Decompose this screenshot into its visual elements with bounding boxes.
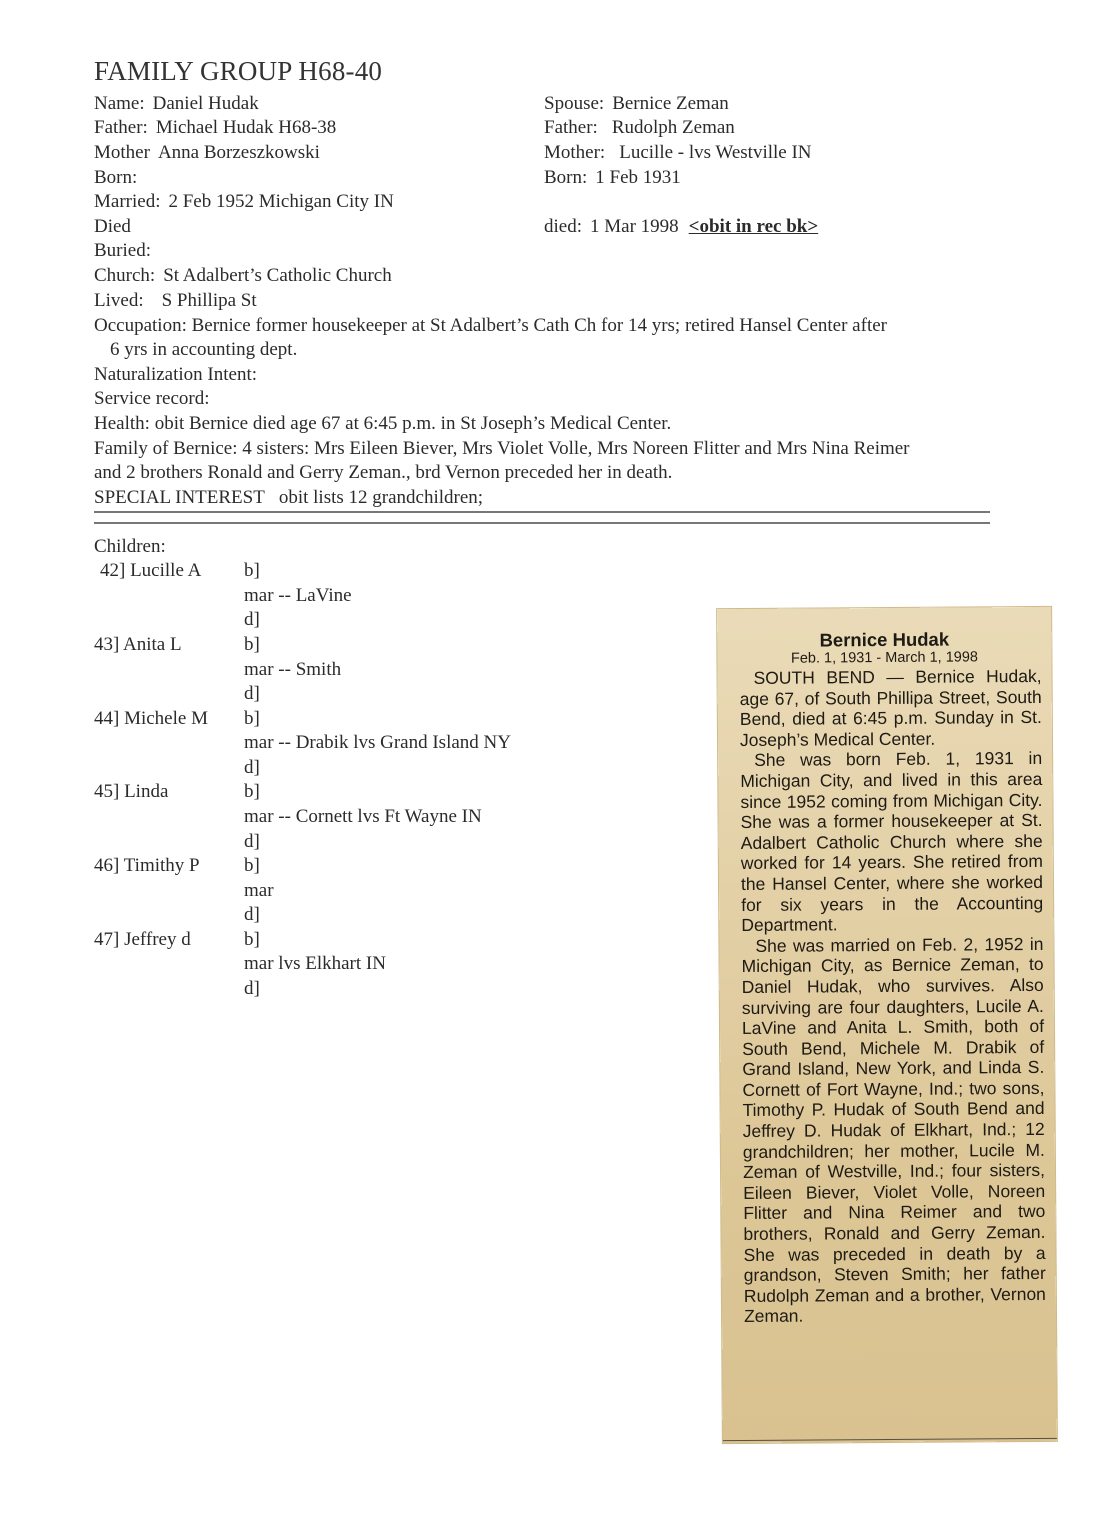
child-born: b]	[244, 708, 260, 729]
husband-mother: Anna Borzeszkowski	[157, 142, 320, 163]
obituary-body	[740, 666, 1047, 1327]
lived-value: S Phillipa St	[161, 290, 257, 311]
husband-mother-row	[94, 141, 320, 165]
child-name: 46] Timithy P	[94, 855, 200, 876]
health-value: obit Bernice died age 67 at 6:45 p.m. in St Joseph’s Medical Center.	[154, 413, 672, 434]
clipping-edge-rule	[723, 1438, 1057, 1441]
child-name: 47] Jeffrey d	[94, 929, 191, 950]
child-name: 42] Lucille A	[100, 560, 202, 581]
spouse-died-label: died:	[544, 216, 582, 237]
occupation-value: Bernice former housekeeper at St Adalbert’s Cath Ch for 14 yrs; retired Hansel Center after	[191, 315, 887, 336]
special-interest-row	[94, 486, 483, 510]
occupation-cont: 6 yrs in accounting dept.	[110, 339, 298, 360]
spouse-mother-label: Mother:	[544, 142, 606, 163]
spouse-father-row	[544, 116, 735, 140]
spouse-mother: Lucille - lvs Westville IN	[619, 142, 812, 163]
child-died: d]	[244, 904, 260, 925]
obituary-paragraph: She was married on Feb. 2, 1952 in Michigan City, as Bernice Zeman, to Daniel Hudak, who survives. Also surviving are four daughters, Lucile A. LaVine and Anita L. Smith, both of South Bend, Michele M. Drabik of Grand Island, New York, and Linda S. Cornett of Fort Wayne, Ind.; two sons, Timothy P. Hudak of South Bend and Jeffrey D. Hudak of Elkhart, Ind.; 12 grandchildren; her mother, Lucile M. Zeman of Westville, Ind.; four sisters, Eileen Biever, Violet Volle, Noreen Flitter and Nina Reimer and two brothers, Ronald and Gerry Zeman. She was preceded in death by a grandson, Steven Smith; her father Rudolph Zeman and a brother, Vernon Zeman.	[741, 933, 1046, 1327]
child-died: d]	[244, 831, 260, 852]
children-label: Children:	[94, 536, 166, 557]
child-died: d]	[244, 978, 260, 999]
child-name: 45] Linda	[94, 781, 169, 802]
husband-married-row	[94, 190, 394, 214]
husband-died-row	[94, 215, 131, 239]
health-label: Health:	[94, 413, 150, 434]
child-died: d]	[244, 683, 260, 704]
child-born: b]	[244, 929, 260, 950]
obit-link[interactable]: <obit in rec bk>	[688, 216, 819, 237]
spouse-died: 1 Mar 1998	[590, 216, 679, 237]
family-row	[94, 437, 910, 461]
spouse-father: Rudolph Zeman	[611, 117, 735, 138]
child-born: b]	[244, 634, 260, 655]
obituary-dates: Feb. 1, 1931 - March 1, 1998	[790, 649, 978, 667]
occupation-row	[94, 314, 887, 338]
church-value: St Adalbert’s Catholic Church	[163, 265, 392, 286]
child-married: mar -- Drabik lvs Grand Island NY	[244, 732, 511, 753]
born-label: Born:	[94, 167, 138, 188]
child-married: mar -- Smith	[244, 659, 342, 680]
church-label: Church:	[94, 265, 156, 286]
spouse-name: Bernice Zeman	[612, 93, 729, 114]
child-died: d]	[244, 609, 260, 630]
section-divider	[94, 511, 990, 524]
child-born: b]	[244, 560, 260, 581]
buried-label: Buried:	[94, 240, 151, 261]
married-label: Married:	[94, 191, 161, 212]
spouse-label: Spouse:	[544, 93, 605, 114]
husband-born-row	[94, 166, 137, 190]
family-label: Family of Bernice:	[94, 438, 238, 459]
spouse-born: 1 Feb 1931	[595, 167, 681, 188]
child-married: mar -- LaVine	[244, 585, 352, 606]
obituary-paragraph: SOUTH BEND — Bernice Hudak, age 67, of South Phillipa Street, South Bend, died at 6:45 p.m. Sunday in St. Joseph’s Medical Center.	[739, 665, 1042, 750]
spouse-mother-row	[544, 141, 812, 165]
occupation-label: Occupation:	[94, 315, 187, 336]
naturalization-row: Naturalization Intent:	[94, 364, 258, 385]
special-label: SPECIAL INTEREST	[94, 487, 265, 508]
husband-father: Michael Hudak H68-38	[155, 117, 337, 138]
obituary-paragraph: She was born Feb. 1, 1931 in Michigan City, and lived in this area since 1952 coming from Michigan City. She was a former housekeeper at St. Adalbert Catholic Church where she worked for 14 years. She retired from the Hansel Center, where she worked for six years in the Accounting Department.	[740, 748, 1044, 936]
lived-label: Lived:	[94, 290, 144, 311]
died-label: Died	[94, 216, 131, 237]
mother-label: Mother	[94, 142, 150, 163]
married-value: 2 Feb 1952 Michigan City IN	[168, 191, 394, 212]
special-value: obit lists 12 grandchildren;	[278, 487, 484, 508]
child-born: b]	[244, 855, 260, 876]
lived-row	[94, 289, 257, 313]
child-name: 43] Anita L	[94, 634, 182, 655]
spouse-born-row	[544, 166, 681, 190]
spouse-born-label: Born:	[544, 167, 588, 188]
church-row	[94, 264, 392, 288]
father-label: Father:	[94, 117, 148, 138]
service-row: Service record:	[94, 388, 210, 409]
family-value: 4 sisters: Mrs Eileen Biever, Mrs Violet Volle, Mrs Noreen Flitter and Mrs Nina Reimer	[242, 438, 910, 459]
child-born: b]	[244, 781, 260, 802]
family-cont: and 2 brothers Ronald and Gerry Zeman., brd Vernon preceded her in death.	[94, 462, 673, 483]
spouse-name-row	[544, 92, 729, 116]
husband-father-row	[94, 116, 336, 140]
husband-name-row	[94, 92, 259, 116]
child-name: 44] Michele M	[94, 708, 208, 729]
husband-name: Daniel Hudak	[152, 93, 259, 114]
obituary-clipping	[717, 607, 1057, 1443]
child-died: d]	[244, 757, 260, 778]
page-title: FAMILY GROUP H68-40	[94, 56, 383, 86]
child-married: mar -- Cornett lvs Ft Wayne IN	[244, 806, 482, 827]
obituary-heading: Bernice Hudak	[819, 628, 950, 651]
spouse-father-label: Father:	[544, 117, 598, 138]
child-married: mar	[244, 880, 274, 901]
health-row	[94, 412, 671, 436]
child-married: mar lvs Elkhart IN	[244, 953, 386, 974]
name-label: Name:	[94, 93, 145, 114]
husband-buried-row	[94, 239, 151, 263]
spouse-died-row	[544, 215, 818, 239]
